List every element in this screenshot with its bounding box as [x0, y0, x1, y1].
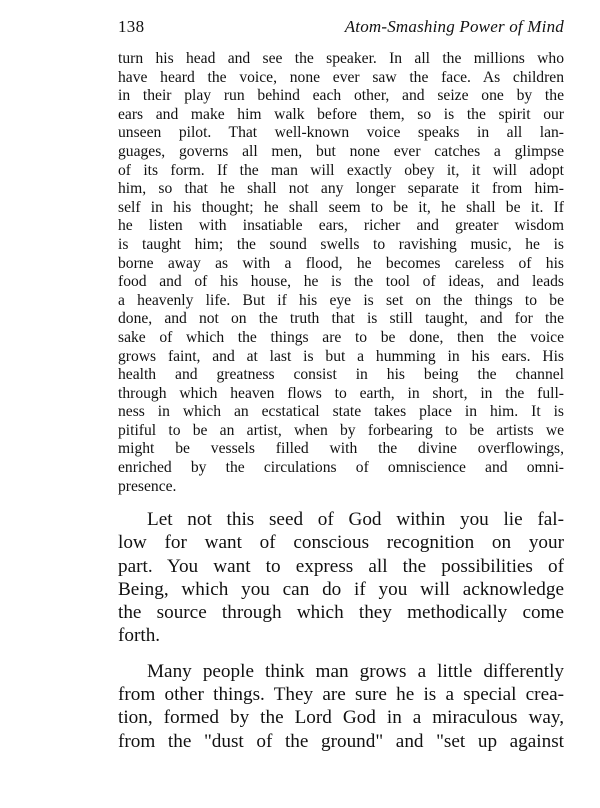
quote-line: pitiful to be an artist, when by forbearing to be artists we — [118, 421, 564, 439]
quote-line: a heavenly life. But if his eye is set on the things to be — [118, 291, 564, 309]
quote-line: food and of his house, he is the tool of ideas, and leads — [118, 273, 564, 291]
quote-line: self in his thought; he shall seem to be it, he shall be it. If — [118, 198, 564, 216]
block-quote — [118, 50, 564, 496]
quote-line: borne away as with a flood, he becomes careless of his — [118, 254, 564, 272]
quote-line: enriched by the circulations of omniscience and omni- — [118, 459, 564, 477]
paragraph-line: forth. — [118, 625, 161, 647]
quote-line: ears and make him walk before them, so is the spirit our — [118, 105, 564, 123]
quote-line: turn his head and see the speaker. In all the millions who — [118, 50, 564, 67]
paragraph-gap — [118, 648, 564, 660]
quote-line: guages, governs all men, but none ever catches a glimpse — [118, 142, 564, 160]
quote-line: unseen pilot. That well-known voice speaks in all lan- — [118, 124, 564, 142]
paragraph-line: from the "dust of the ground" and "set up against — [118, 730, 564, 752]
quote-line: sake of which the things are to be done, then the voice — [118, 328, 564, 346]
paragraph-line: Being, which you can do if you will acknowledge — [118, 578, 564, 600]
quote-line: him, so that he shall not any longer separate it from him- — [118, 180, 564, 198]
paragraph — [118, 508, 564, 648]
paragraph-line: low for want of conscious recognition on your — [118, 532, 564, 554]
paragraph-line: tion, formed by the Lord God in a miraculous way, — [118, 707, 564, 729]
quote-line: have heard the voice, none ever saw the face. As children — [118, 68, 564, 86]
quote-line: ness in which an ecstatical state takes place in him. It is — [118, 403, 564, 421]
paragraph-line: Many people think man grows a little differently — [147, 660, 564, 682]
paragraph-line: part. You want to express all the possibilities of — [118, 555, 564, 577]
running-title: Atom-Smashing Power of Mind — [344, 17, 564, 36]
quote-line: is taught him; the sound swells to ravishing music, he is — [118, 235, 564, 253]
quote-line: done, and not on the truth that is still taught, and for the — [118, 310, 564, 328]
paragraph-line: from other things. They are sure he is a special crea- — [118, 684, 564, 706]
paragraph-line: the source through which they methodically come — [118, 602, 564, 624]
quote-line: through which heaven flows to earth, in short, in the full- — [118, 384, 564, 402]
quote-line: health and greatness consist in his being the channel — [118, 366, 564, 384]
quote-line: might be vessels filled with the divine overflowings, — [118, 440, 564, 458]
body-text — [118, 508, 564, 753]
quote-line: in their play run behind each other, and seize one by the — [118, 87, 564, 105]
paragraph-line: Let not this seed of God within you lie fal- — [147, 509, 564, 530]
page-number: 138 — [118, 17, 145, 36]
running-head — [118, 16, 564, 40]
paragraph — [118, 660, 564, 753]
quote-line: of its form. If the man will exactly obey it, it will adopt — [118, 161, 564, 179]
quote-line: grows faint, and at last is but a humming in his ears. His — [118, 347, 564, 365]
quote-line: he listen with insatiable ears, richer and greater wisdom — [118, 217, 564, 235]
quote-line: presence. — [118, 477, 177, 495]
